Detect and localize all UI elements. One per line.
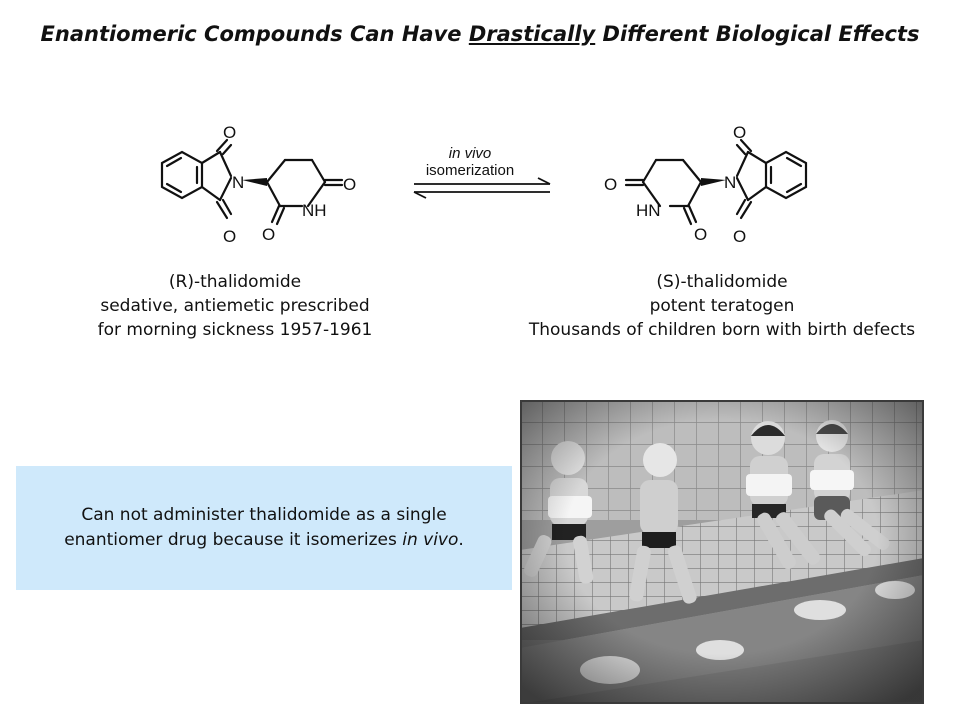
children-pool-photo bbox=[520, 400, 924, 704]
equilibrium-label-line2: isomerization bbox=[425, 162, 515, 179]
s-atom-hn: HN bbox=[636, 201, 661, 220]
s-thalidomide-effect: Thousands of children born with birth defects bbox=[528, 320, 916, 340]
s-thalidomide-name: (S)-thalidomide bbox=[656, 272, 788, 292]
equilibrium-label-line1: in vivo bbox=[448, 145, 492, 162]
s-atom-o-bottom: O bbox=[733, 227, 747, 246]
r-thalidomide-structure bbox=[130, 118, 370, 246]
title-prefix: Enantiomeric Compounds Can Have bbox=[40, 22, 469, 46]
r-atom-o-right: O bbox=[343, 175, 357, 194]
r-thalidomide-name: (R)-thalidomide bbox=[168, 272, 302, 292]
r-atom-n: N bbox=[232, 173, 245, 192]
note-line2-text: enantiomer drug because it isomerizes bbox=[64, 530, 403, 550]
s-thalidomide-structure bbox=[598, 118, 838, 246]
s-thalidomide-description: potent teratogen bbox=[649, 296, 795, 316]
note-line2-suffix: . bbox=[458, 530, 464, 550]
note-line2 bbox=[64, 528, 464, 553]
r-atom-o-imide-bottom: O bbox=[262, 225, 276, 244]
r-thalidomide-caption bbox=[60, 270, 410, 342]
slide-title bbox=[0, 22, 960, 46]
r-atom-o-bottom: O bbox=[223, 227, 237, 246]
s-thalidomide-caption bbox=[494, 270, 950, 342]
r-thalidomide-usage: for morning sickness 1957-1961 bbox=[97, 320, 373, 340]
note-box bbox=[16, 466, 512, 590]
title-suffix: Different Biological Effects bbox=[595, 22, 920, 46]
title-emphasis: Drastically bbox=[468, 22, 596, 46]
s-atom-o-top: O bbox=[733, 123, 747, 142]
s-atom-n: N bbox=[724, 173, 737, 192]
r-thalidomide-description: sedative, antiemetic prescribed bbox=[100, 296, 370, 316]
s-atom-o-left: O bbox=[604, 175, 618, 194]
r-atom-nh: NH bbox=[302, 201, 327, 220]
equilibrium-arrows bbox=[404, 140, 560, 204]
note-line1: Can not administer thalidomide as a single bbox=[81, 505, 447, 525]
note-line2-emphasis: in vivo bbox=[402, 530, 459, 550]
r-atom-o-top: O bbox=[223, 123, 237, 142]
s-atom-o-imide-bottom: O bbox=[694, 225, 708, 244]
